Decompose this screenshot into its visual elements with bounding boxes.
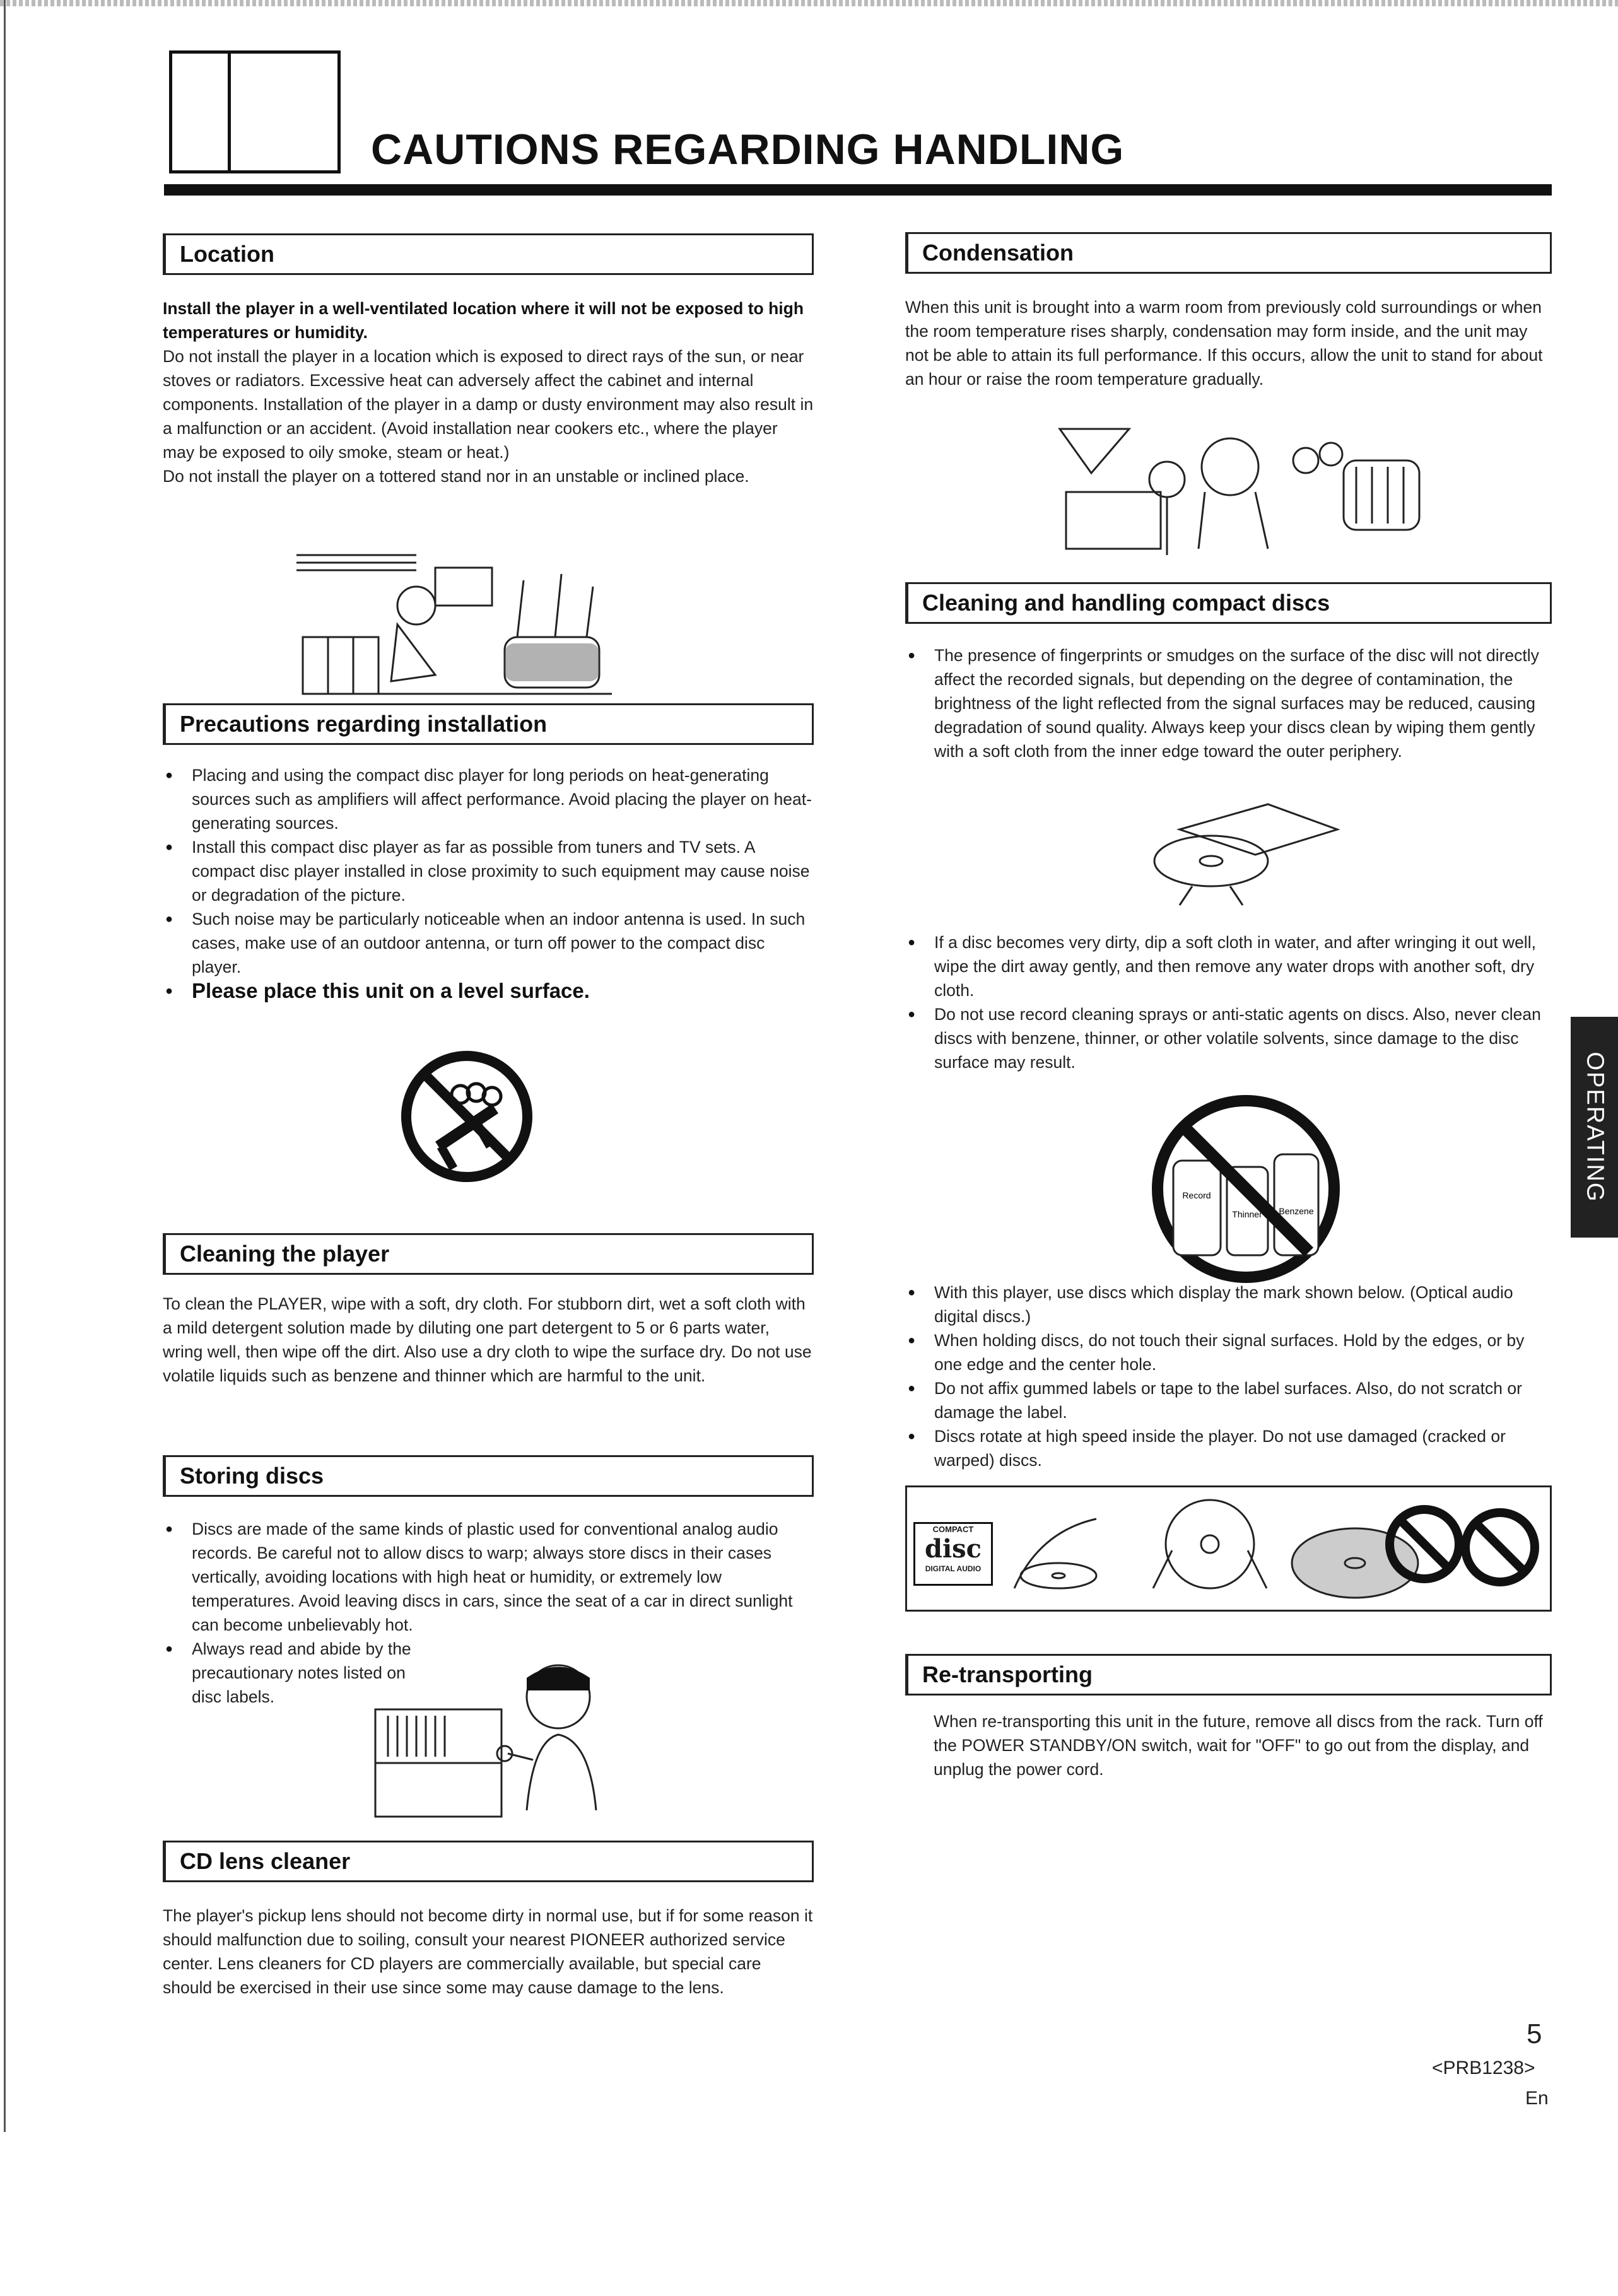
heading-re-transporting: Re-transporting [905,1654,1552,1696]
language-code: En [1525,2088,1549,2109]
heading-cleaning-player: Cleaning the player [163,1233,814,1275]
cleaning-discs-list-2 [905,930,1552,1074]
precaution-item-level-surface: ● Please place this unit on a level surface. [163,979,814,1003]
precautions-list [163,763,814,1003]
operating-side-tab [1571,1017,1618,1238]
location-paragraph-2: Do not install the player on a tottered stand nor in an unstable or inclined place. [163,467,749,486]
page-number: 5 [1527,2018,1542,2049]
heading-precautions: Precautions regarding installation [163,703,814,745]
heading-condensation: Condensation [905,232,1552,274]
cleaning-discs-item: ● When holding discs, do not touch their signal surfaces. Hold by the edges, or by one edge and the center hole. [905,1328,1552,1376]
cleaning-discs-item: ● If a disc becomes very dirty, dip a soft cloth in water, and after wringing it out well, wipe the dirt away gently, and then remove any water drops with another soft, dry cloth. [905,930,1552,1002]
no-cleaning-sprays-prohibition-icon [1148,1091,1344,1287]
compact-disc-logo [913,1522,993,1586]
bottle-label-thinner: Thinner [1232,1209,1262,1219]
cleaning-discs-item: ● Discs rotate at high speed inside the player. Do not use damaged (cracked or warped) discs. [905,1424,1552,1472]
heading-location: Location [163,233,814,275]
top-scan-border [0,0,1618,6]
heading-storing-discs: Storing discs [163,1455,814,1497]
location-paragraph-1: Do not install the player in a location which is exposed to direct rays of the sun, or near stoves or radiators. Excessive heat can adversely affect the cabinet and internal components. Installation of the player in a damp or dusty environment may also result in a malfunction or an accident. (Avoid installation near cookers etc., where the player may be exposed to oily smoke, steam or heat.) [163,347,814,462]
no-tilt-prohibition-icon [397,1047,536,1186]
heading-cd-lens-cleaner: CD lens cleaner [163,1841,814,1882]
logo-digital-audio-text: DIGITAL AUDIO [925,1564,982,1573]
logo-disc-text: disc [924,1534,982,1564]
bottle-label-benzene: Benzene [1279,1206,1314,1216]
precaution-item: ● Such noise may be particularly noticeable when an indoor antenna is used. In such cases, make use of an outdoor antenna, or turn off power to the compact disc player. [163,907,814,979]
re-transporting-text: When re-transporting this unit in the future, remove all discs from the rack. Turn off the POWER STANDBY/ON switch, wait for "OFF" to go out from the display, and unplug the power cord. [934,1712,1543,1779]
disc-handling-figure-box [905,1485,1552,1612]
location-lead: Install the player in a well-ventilated location where it will not be exposed to high temperatures or humidity. [163,299,804,342]
disc-handling-illustrations [1002,1494,1544,1607]
lens-cleaner-text: The player's pickup lens should not become dirty in normal use, but if for some reason it should malfunction due to soiling, consult your nearest PIONEER authorized service center. Lens cleaners for CD players are commercially available, but special care should be exercised in their use since some may cause damage to the lens. [163,1906,813,1997]
precaution-item: ● Install this compact disc player as far as possible from tuners and TV sets. A compact disc player installed in close proximity to such equipment may cause noise or degradation of the picture. [163,835,814,907]
cleaning-discs-item: ● The presence of fingerprints or smudges on the surface of the disc will not directly affect the recorded signals, but depending on the degree of contamination, the brightness of the light reflected from the signal surfaces may be reduced, causing degradation of sound quality. Always keep your discs clean by wiping them gently with a soft cloth from the inner edge toward the outer periphery. [905,643,1552,763]
side-tab-label: OPERATING [1581,1051,1608,1203]
cleaning-discs-list-3 [905,1280,1552,1472]
page-title: CAUTIONS REGARDING HANDLING [371,126,1125,173]
logo-compact-text: COMPACT [932,1525,974,1534]
cleaning-discs-item: ● Do not affix gummed labels or tape to the label surfaces. Also, do not scratch or damage the label. [905,1376,1552,1424]
wiping-disc-illustration [1142,792,1344,911]
storing-item: ● Discs are made of the same kinds of plastic used for conventional analog audio records. Be careful not to allow discs to warp; always store discs in their cases vertically, avoiding locations with high heat or humidity, or extremely low temperatures. Avoid leaving discs in cars, since the seat of a car in direct sunlight can become unbelievably hot. [163,1517,814,1637]
bottle-label-record: Record [1182,1190,1211,1200]
title-rule [164,184,1552,196]
cleaning-discs-item: ● With this player, use discs which display the mark shown below. (Optical audio digital discs.) [905,1280,1552,1328]
condensation-illustration [1053,423,1432,568]
condensation-text: When this unit is brought into a warm room from previously cold surroundings or when the room temperature rises sharply, condensation may form inside, and the unit may not be able to attain its full performance. If this occurs, allow the unit to stand for about an hour or raise the room temperature gradually. [905,298,1543,389]
document-code: <PRB1238> [1432,2058,1535,2078]
precaution-item: ● Placing and using the compact disc player for long periods on heat-generating sources such as amplifiers will affect performance. Avoid placing the player on heat-generating sources. [163,763,814,835]
cleaning-discs-list-1 [905,643,1552,763]
location-text [163,296,814,488]
left-binding-line [4,0,6,2132]
storing-item: ● Always read and abide by the precautionary notes listed on disc labels. [163,1637,814,1709]
title-box-graphic [169,50,341,173]
storing-discs-illustration [369,1653,621,1823]
cleaning-discs-item: ● Do not use record cleaning sprays or anti-static agents on discs. Also, never clean discs with benzene, thinner, or other volatile solvents, since damage to the disc surface may result. [905,1002,1552,1074]
location-illustration [290,549,618,700]
heading-cleaning-discs: Cleaning and handling compact discs [905,582,1552,624]
cleaning-player-text: To clean the PLAYER, wipe with a soft, dry cloth. For stubborn dirt, wet a soft cloth with a mild detergent solution made by diluting one part detergent to 5 or 6 parts water, wring well, then wipe off the dirt. Also use a dry cloth to wipe the surface dry. Do not use volatile liquids such as benzene and thinner which are harmful to the unit. [163,1294,812,1385]
